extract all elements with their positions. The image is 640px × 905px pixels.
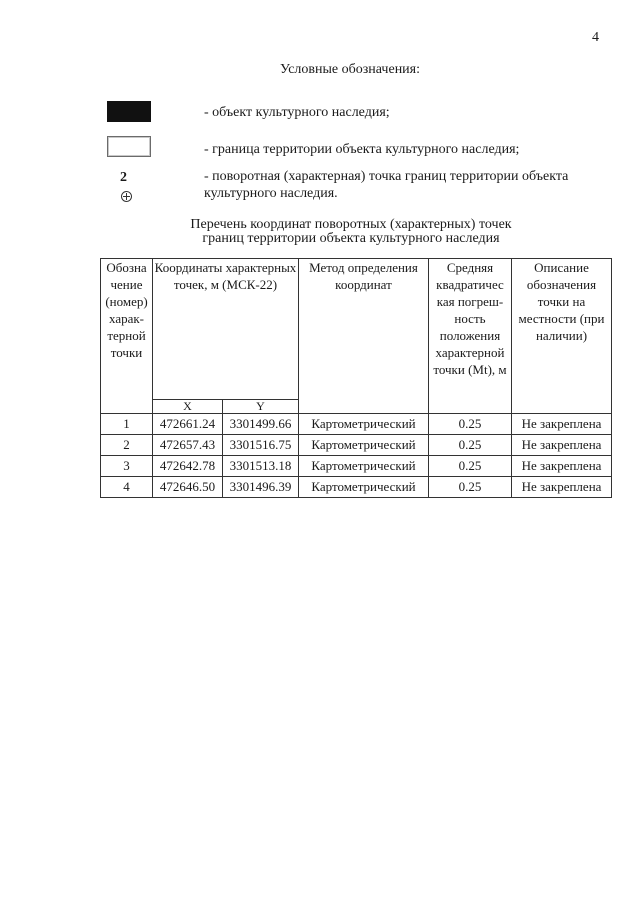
- territory-border-symbol: [107, 136, 151, 157]
- cell-method: Картометрический: [299, 456, 429, 477]
- legend-item-border: - граница территории объекта культурного наследия;: [204, 142, 520, 157]
- cell-method: Картометрический: [299, 477, 429, 498]
- header-description-cont: [512, 400, 612, 414]
- header-method: Метод определения координат: [299, 259, 429, 400]
- table-row: [101, 456, 612, 477]
- cell-point-number: 2: [101, 435, 153, 456]
- coordinates-table: [100, 258, 612, 498]
- cell-mt: 0.25: [429, 456, 512, 477]
- cell-x: 472642.78: [153, 456, 223, 477]
- cell-x: 472646.50: [153, 477, 223, 498]
- turning-point-label: 2: [120, 170, 127, 185]
- list-title-line2: границ территории объекта культурного наследия: [202, 231, 500, 246]
- page-number: 4: [592, 30, 599, 45]
- legend-item-object: - объект культурного наследия;: [204, 105, 390, 120]
- coordinates-list-title: [168, 218, 534, 246]
- cell-mt: 0.25: [429, 414, 512, 435]
- legend-item-turning-point: - поворотная (характерная) точка границ территории объекта культурного наследия.: [204, 169, 569, 201]
- legend-title: Условные обозначения:: [279, 62, 421, 77]
- header-designation: Обозна чение (номер) харак- терной точки: [101, 259, 153, 400]
- header-accuracy: Средняя квадратичес кая погреш- ность положения характерной точки (Mt), м: [429, 259, 512, 400]
- cell-description: Не закреплена: [512, 435, 612, 456]
- cell-y: 3301499.66: [223, 414, 299, 435]
- cell-method: Картометрический: [299, 414, 429, 435]
- cell-y: 3301513.18: [223, 456, 299, 477]
- header-coordinates: Координаты характерных точек, м (МСК-22): [153, 259, 299, 400]
- header-x: X: [153, 400, 223, 414]
- table-row: [101, 477, 612, 498]
- cell-y: 3301496.39: [223, 477, 299, 498]
- header-designation-cont: [101, 400, 153, 414]
- header-description: Описание обозначения точки на местности (при наличии): [512, 259, 612, 400]
- cell-mt: 0.25: [429, 435, 512, 456]
- table-header-row: [101, 259, 612, 400]
- turning-point-icon: [121, 191, 132, 202]
- cell-point-number: 3: [101, 456, 153, 477]
- cell-description: Не закреплена: [512, 477, 612, 498]
- cell-mt: 0.25: [429, 477, 512, 498]
- header-accuracy-cont: [429, 400, 512, 414]
- table-row: [101, 435, 612, 456]
- table-subheader-row: [101, 400, 612, 414]
- cell-y: 3301516.75: [223, 435, 299, 456]
- table-row: [101, 414, 612, 435]
- list-title-line1: Перечень координат поворотных (характерных) точек: [190, 217, 512, 232]
- cell-x: 472661.24: [153, 414, 223, 435]
- header-method-cont: [299, 400, 429, 414]
- cell-x: 472657.43: [153, 435, 223, 456]
- header-y: Y: [223, 400, 299, 414]
- heritage-object-symbol: [107, 101, 151, 122]
- cell-description: Не закреплена: [512, 456, 612, 477]
- cell-point-number: 1: [101, 414, 153, 435]
- cell-method: Картометрический: [299, 435, 429, 456]
- cell-point-number: 4: [101, 477, 153, 498]
- cell-description: Не закреплена: [512, 414, 612, 435]
